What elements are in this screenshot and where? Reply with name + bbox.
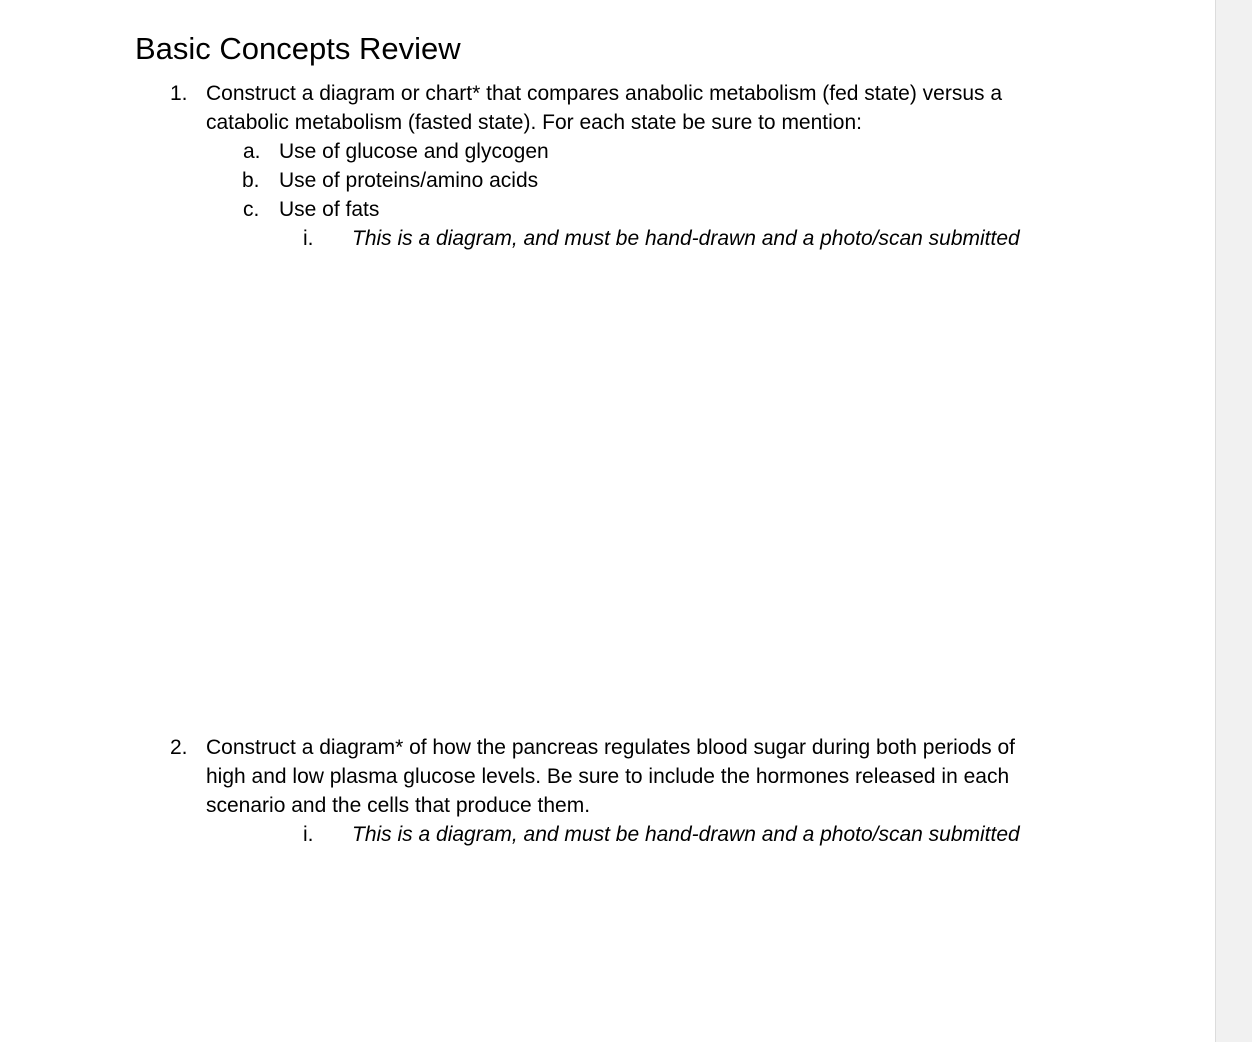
question-1-subitem-a: Use of glucose and glycogen [279,140,549,163]
question-1-line-2: catabolic metabolism (fasted state). For each state be sure to mention: [206,111,862,134]
question-2-note: This is a diagram, and must be hand-drawn and a photo/scan submitted [352,823,1020,846]
question-2-line-2: high and low plasma glucose levels. Be sure to include the hormones released in each [206,765,1010,788]
question-2-line-3: scenario and the cells that produce them. [206,794,591,817]
question-1-subitem-c: Use of fats [279,198,380,221]
question-1-subitem-a-marker: a. [243,140,261,163]
question-1-subitem-b-marker: b. [242,169,260,192]
question-1-subitem-c-marker: c. [243,198,260,221]
question-1-line-1: Construct a diagram or chart* that compares anabolic metabolism (fed state) versus a [206,82,1003,105]
question-2-line-1: Construct a diagram* of how the pancreas regulates blood sugar during both periods of [206,736,1015,759]
question-1-note-marker: i. [303,227,314,250]
question-2-note-marker: i. [303,823,314,846]
question-1-note: This is a diagram, and must be hand-drawn and a photo/scan submitted [352,227,1020,250]
document-title: Basic Concepts Review [135,31,461,66]
vertical-scrollbar[interactable] [1215,0,1252,1042]
question-1-number: 1. [170,82,188,105]
question-1-subitem-b: Use of proteins/amino acids [279,169,539,192]
question-2-number: 2. [170,736,188,759]
